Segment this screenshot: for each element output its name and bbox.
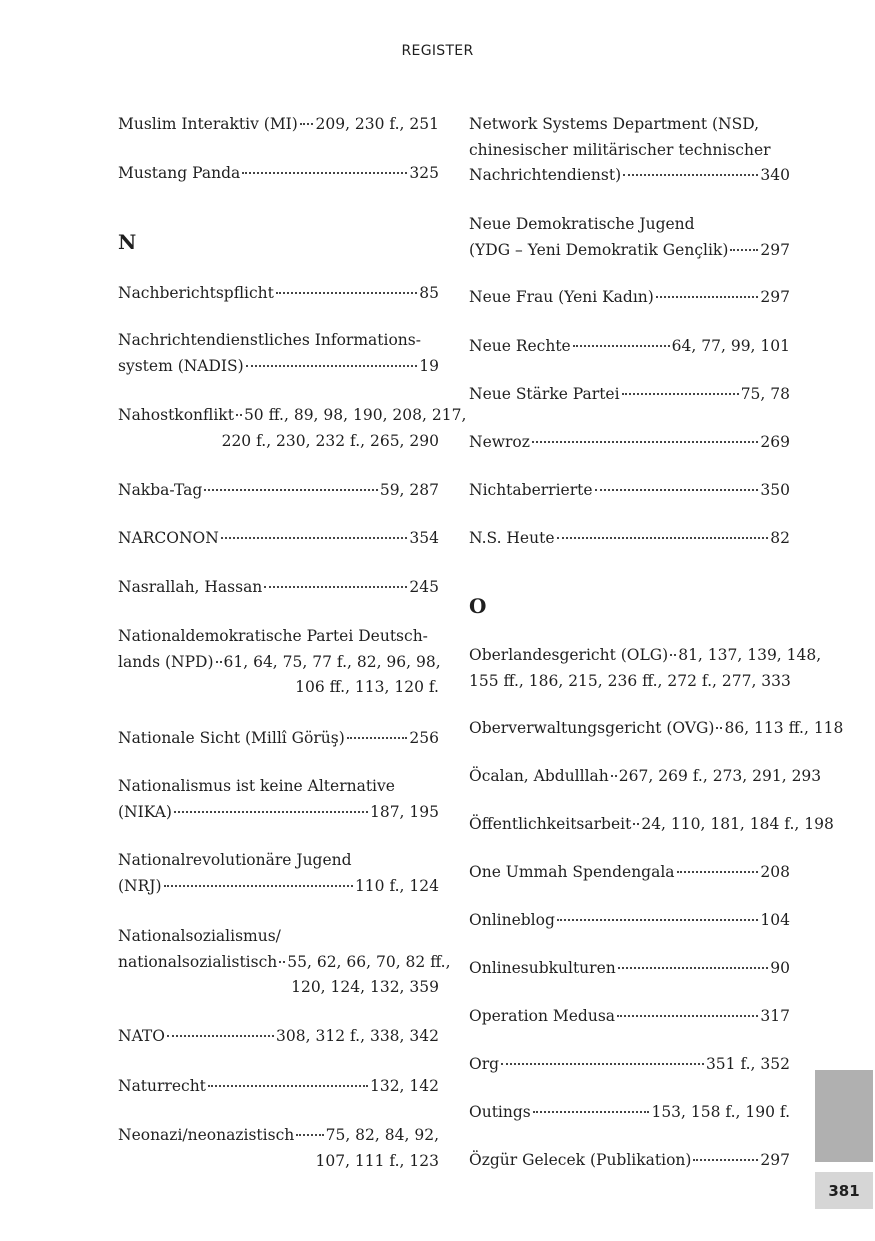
entry-line bbox=[469, 1004, 790, 1030]
index-entry bbox=[118, 924, 451, 1001]
entry-line bbox=[118, 161, 439, 187]
entry-pages: 325 bbox=[409, 164, 439, 182]
entry-line bbox=[469, 285, 790, 311]
entry-pages: 209, 230 f., 251 bbox=[315, 115, 439, 133]
dot-leader bbox=[221, 537, 408, 539]
index-entry bbox=[469, 1100, 790, 1126]
entry-term: Oberlandesgericht (OLG) bbox=[469, 646, 669, 664]
section-letter: N bbox=[118, 230, 137, 254]
entry-line bbox=[118, 1024, 439, 1050]
entry-pages: 297 bbox=[760, 1151, 790, 1169]
entry-line bbox=[118, 112, 439, 138]
section-letter: O bbox=[469, 594, 487, 618]
entry-term: Neue Rechte bbox=[469, 337, 571, 355]
entry-pages: 90 bbox=[770, 959, 790, 977]
index-entry bbox=[469, 643, 822, 694]
entry-pages: 86, 113 ff., 118 bbox=[724, 719, 844, 737]
entry-line bbox=[118, 650, 439, 676]
entry-term: Nachrichtendienst) bbox=[469, 166, 622, 184]
entry-line bbox=[469, 1100, 790, 1126]
dot-leader bbox=[595, 489, 759, 491]
entry-pages: 75, 78 bbox=[740, 385, 790, 403]
index-entry bbox=[118, 526, 439, 552]
entry-term: Neue Stärke Partei bbox=[469, 385, 620, 403]
running-header: REGISTER bbox=[401, 43, 474, 59]
entry-term: Özgür Gelecek (Publikation) bbox=[469, 1151, 692, 1169]
index-entry bbox=[469, 382, 790, 408]
dot-leader bbox=[246, 365, 418, 367]
entry-term: Naturrecht bbox=[118, 1077, 206, 1095]
entry-pages: 256 bbox=[409, 729, 439, 747]
dot-leader bbox=[532, 441, 758, 443]
entry-pages: 50 ff., 89, 98, 190, 208, 217, bbox=[243, 406, 467, 424]
dot-leader bbox=[296, 1134, 323, 1136]
entry-pages: 59, 287 bbox=[379, 481, 439, 499]
entry-term: Outings bbox=[469, 1103, 531, 1121]
entry-term: Operation Medusa bbox=[469, 1007, 616, 1025]
entry-line bbox=[118, 726, 439, 752]
index-entry bbox=[118, 726, 439, 752]
entry-line bbox=[469, 716, 844, 742]
entry-pages: 351 f., 352 bbox=[705, 1055, 790, 1073]
dot-leader bbox=[617, 1015, 758, 1017]
entry-line bbox=[469, 956, 790, 982]
entry-pages-continued: 106 ff., 113, 120 f. bbox=[295, 678, 439, 696]
index-entry bbox=[118, 112, 439, 138]
entry-line bbox=[118, 1074, 439, 1100]
index-entry bbox=[469, 212, 790, 263]
entry-term-line: Nationalsozialismus/ bbox=[118, 927, 281, 945]
dot-leader bbox=[716, 727, 722, 729]
entry-term: Nasrallah, Hassan bbox=[118, 578, 263, 596]
entry-pages: 245 bbox=[409, 578, 439, 596]
entry-term-line: Nationalismus ist keine Alternative bbox=[118, 777, 395, 795]
entry-line bbox=[118, 800, 439, 826]
index-entry bbox=[118, 1123, 439, 1174]
index-entry bbox=[469, 334, 790, 360]
index-entry bbox=[469, 764, 822, 790]
dot-leader bbox=[618, 967, 769, 969]
entry-pages: 340 bbox=[760, 166, 790, 184]
entry-term-line: Nationaldemokratische Partei Deutsch- bbox=[118, 627, 428, 645]
index-entry bbox=[469, 478, 790, 504]
index-entry bbox=[469, 1148, 790, 1174]
entry-term: Nationale Sicht (Millî Görüş) bbox=[118, 729, 345, 747]
dot-leader bbox=[557, 537, 769, 539]
index-entry bbox=[469, 908, 790, 934]
entry-pages: 354 bbox=[409, 529, 439, 547]
index-entry bbox=[469, 860, 790, 886]
entry-line bbox=[469, 812, 834, 838]
entry-line bbox=[118, 281, 439, 307]
entry-line bbox=[118, 403, 467, 429]
entry-pages: 19 bbox=[419, 356, 439, 375]
index-entry bbox=[118, 478, 439, 504]
index-entry bbox=[469, 956, 790, 982]
dot-leader bbox=[204, 489, 377, 491]
entry-pages: 24, 110, 181, 184 f., 198 bbox=[641, 815, 834, 833]
entry-line bbox=[118, 874, 439, 900]
page-number: 381 bbox=[815, 1172, 873, 1209]
entry-pages: 297 bbox=[760, 240, 790, 259]
dot-leader bbox=[279, 961, 285, 963]
dot-leader bbox=[300, 123, 314, 125]
entry-term: Onlineblog bbox=[469, 911, 555, 929]
index-entry bbox=[118, 1074, 439, 1100]
index-entry bbox=[469, 430, 790, 456]
entry-term: Nahostkonflikt bbox=[118, 406, 234, 424]
entry-line bbox=[118, 950, 451, 976]
dot-leader bbox=[167, 1035, 274, 1037]
entry-pages: 153, 158 f., 190 f. bbox=[651, 1103, 790, 1121]
dot-leader bbox=[216, 661, 222, 663]
entry-pages: 267, 269 f., 273, 291, 293 bbox=[618, 767, 822, 785]
entry-line bbox=[118, 575, 439, 601]
dot-leader bbox=[573, 345, 670, 347]
entry-pages-continued: 107, 111 f., 123 bbox=[315, 1151, 439, 1170]
entry-pages: 64, 77, 99, 101 bbox=[671, 337, 790, 355]
entry-term: Öcalan, Abdulllah bbox=[469, 767, 609, 785]
index-entry bbox=[469, 1052, 790, 1078]
entry-pages-continued: 220 f., 230, 232 f., 265, 290 bbox=[221, 431, 439, 450]
dot-leader bbox=[693, 1159, 758, 1161]
entry-pages: 75, 82, 84, 92, bbox=[325, 1126, 439, 1144]
entry-line bbox=[118, 478, 439, 504]
entry-line bbox=[118, 354, 439, 380]
dot-leader bbox=[730, 249, 758, 251]
index-entry bbox=[118, 281, 439, 307]
entry-pages: 61, 64, 75, 77 f., 82, 96, 98, bbox=[223, 652, 441, 671]
entry-line bbox=[469, 526, 790, 552]
entry-term: Nakba-Tag bbox=[118, 481, 203, 499]
dot-leader bbox=[557, 919, 759, 921]
entry-term: (NIKA) bbox=[118, 802, 172, 821]
index-entry bbox=[118, 848, 439, 899]
index-entry bbox=[469, 285, 790, 311]
entry-line bbox=[469, 908, 790, 934]
index-entry bbox=[118, 328, 439, 379]
entry-line bbox=[469, 334, 790, 360]
entry-term: Org bbox=[469, 1055, 500, 1073]
dot-leader bbox=[242, 172, 407, 174]
entry-line bbox=[469, 643, 822, 669]
entry-term: NARCONON bbox=[118, 529, 219, 547]
entry-term: NATO bbox=[118, 1027, 165, 1045]
dot-leader bbox=[174, 811, 368, 813]
entry-term-line: Nachrichtendienstliches Informations- bbox=[118, 331, 421, 349]
entry-term-line: chinesischer militärischer technischer bbox=[469, 140, 771, 159]
entry-term-line: Nationalrevolutionäre Jugend bbox=[118, 851, 352, 869]
dot-leader bbox=[164, 885, 353, 887]
entry-pages: 81, 137, 139, 148, bbox=[678, 646, 822, 664]
entry-pages: 132, 142 bbox=[369, 1077, 439, 1095]
entry-line bbox=[469, 478, 790, 504]
dot-leader bbox=[208, 1085, 368, 1087]
entry-line bbox=[469, 860, 790, 886]
entry-pages: 82 bbox=[770, 529, 790, 547]
dot-leader bbox=[623, 174, 758, 176]
entry-line bbox=[469, 430, 790, 456]
entry-term-line: Network Systems Department (NSD, bbox=[469, 115, 760, 133]
index-entry bbox=[118, 624, 439, 701]
entry-pages: 208 bbox=[760, 863, 790, 881]
entry-term-line: Neue Demokratische Jugend bbox=[469, 215, 695, 233]
entry-pages: 350 bbox=[760, 481, 790, 499]
entry-pages: 55, 62, 66, 70, 82 ff., bbox=[287, 952, 451, 971]
dot-leader bbox=[501, 1063, 704, 1065]
entry-line bbox=[118, 526, 439, 552]
entry-line bbox=[469, 163, 790, 189]
dot-leader bbox=[633, 823, 639, 825]
entry-term: Newroz bbox=[469, 433, 530, 451]
entry-term: nationalsozialistisch bbox=[118, 952, 278, 971]
index-entry bbox=[469, 526, 790, 552]
index-entry bbox=[469, 1004, 790, 1030]
entry-pages: 110 f., 124 bbox=[354, 876, 439, 895]
entry-term: Oberverwaltungsgericht (OVG) bbox=[469, 719, 715, 737]
index-entry bbox=[118, 774, 439, 825]
entry-pages: 187, 195 bbox=[369, 802, 439, 821]
entry-term: Onlinesubkulturen bbox=[469, 959, 616, 977]
entry-term: Muslim Interaktiv (MI) bbox=[118, 115, 298, 133]
section-thumb-tab bbox=[815, 1070, 873, 1162]
index-entry bbox=[469, 812, 834, 838]
dot-leader bbox=[236, 414, 242, 416]
entry-pages-continued: 120, 124, 132, 359 bbox=[291, 978, 439, 996]
index-entry bbox=[118, 403, 467, 454]
entry-pages: 317 bbox=[760, 1007, 790, 1025]
entry-pages: 308, 312 f., 338, 342 bbox=[276, 1027, 439, 1045]
dot-leader bbox=[276, 292, 417, 294]
entry-term: lands (NPD) bbox=[118, 652, 214, 671]
entry-line bbox=[469, 1052, 790, 1078]
index-entry bbox=[118, 161, 439, 187]
dot-leader bbox=[656, 296, 759, 298]
entry-pages: 104 bbox=[760, 911, 790, 929]
dot-leader bbox=[611, 775, 617, 777]
dot-leader bbox=[347, 737, 408, 739]
entry-term: N.S. Heute bbox=[469, 529, 555, 547]
entry-term: (NRJ) bbox=[118, 876, 162, 895]
entry-term: system (NADIS) bbox=[118, 356, 244, 375]
entry-pages: 85 bbox=[419, 284, 439, 302]
entry-line bbox=[469, 382, 790, 408]
entry-line bbox=[118, 1123, 439, 1149]
index-entry bbox=[469, 112, 790, 189]
entry-term: Mustang Panda bbox=[118, 164, 241, 182]
entry-term: Nichtaberrierte bbox=[469, 481, 593, 499]
dot-leader bbox=[677, 871, 759, 873]
index-entry bbox=[118, 1024, 439, 1050]
entry-term: Öffentlichkeitsarbeit bbox=[469, 815, 632, 833]
dot-leader bbox=[264, 586, 407, 588]
entry-line bbox=[469, 764, 822, 790]
entry-pages: 297 bbox=[760, 288, 790, 306]
entry-term: (YDG – Yeni Demokratik Gençlik) bbox=[469, 240, 729, 259]
entry-pages-continued: 155 ff., 186, 215, 236 ff., 272 f., 277, 333 bbox=[469, 671, 791, 690]
entry-line bbox=[469, 238, 790, 264]
entry-term: Nachberichtspflicht bbox=[118, 284, 274, 302]
entry-term: Neonazi/neonazistisch bbox=[118, 1126, 295, 1144]
entry-term: Neue Frau (Yeni Kadın) bbox=[469, 288, 654, 306]
dot-leader bbox=[533, 1111, 650, 1113]
entry-pages: 269 bbox=[760, 433, 790, 451]
entry-line bbox=[469, 1148, 790, 1174]
index-entry bbox=[469, 716, 844, 742]
entry-term: One Ummah Spendengala bbox=[469, 863, 675, 881]
index-entry bbox=[118, 575, 439, 601]
dot-leader bbox=[622, 393, 739, 395]
dot-leader bbox=[670, 654, 676, 656]
